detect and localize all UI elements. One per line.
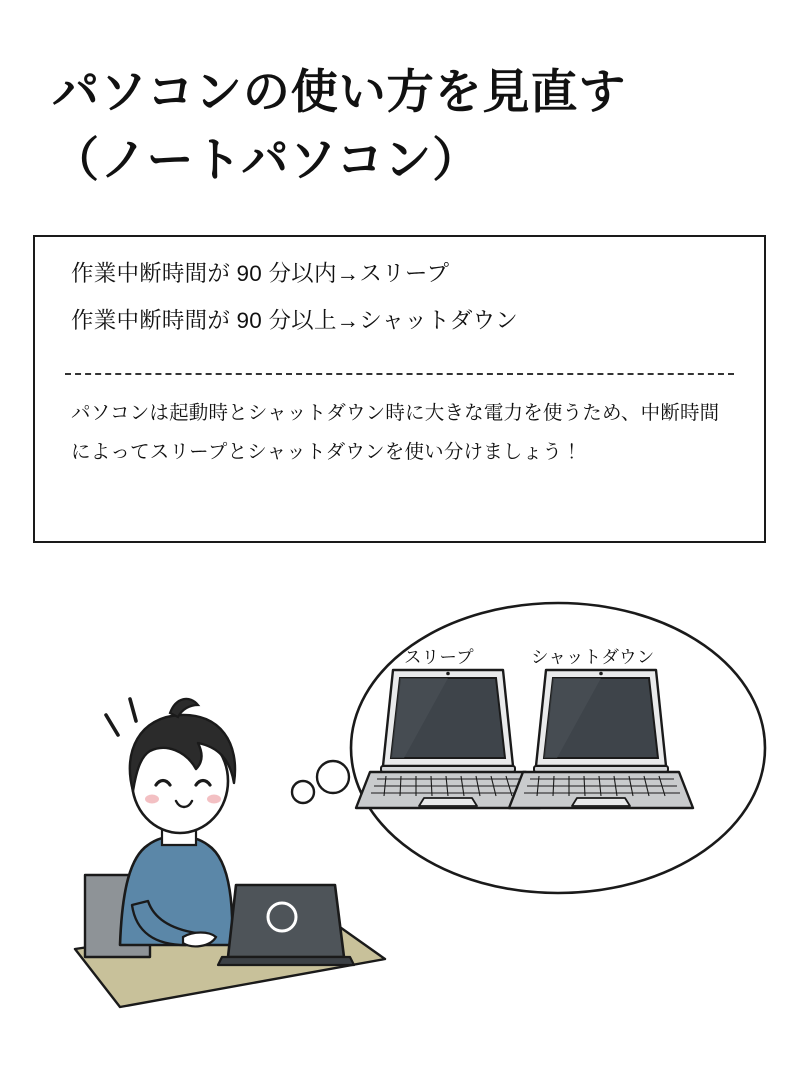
rule-item-sleep: 作業中断時間が 90 分以内→スリープ bbox=[71, 261, 450, 286]
page-title-line-1: パソコンの使い方を見直す bbox=[52, 65, 627, 118]
dashed-divider bbox=[65, 373, 734, 375]
rule-item-shutdown: 作業中断時間が 90 分以上→シャットダウン bbox=[71, 307, 519, 333]
page-title-line-2: （ノートパソコン） bbox=[52, 133, 481, 187]
label-sleep: スリープ bbox=[404, 647, 474, 667]
desk-laptop bbox=[218, 885, 354, 965]
info-box bbox=[33, 235, 766, 543]
illustration-area bbox=[0, 545, 801, 1067]
info-note-text: パソコンは起動時とシャットダウン時に大きな電力を使うため、中断時間によってスリープとシャットダウンを使い分けましょう！ bbox=[71, 402, 720, 463]
illustration-svg bbox=[0, 545, 801, 1067]
thought-bubble-dot-small bbox=[292, 781, 314, 803]
rule-list bbox=[35, 237, 764, 332]
thought-bubble-dot-medium bbox=[317, 761, 349, 793]
person-using-laptop bbox=[106, 699, 235, 946]
page-title bbox=[52, 58, 762, 194]
label-shutdown: シャットダウン bbox=[531, 647, 655, 667]
